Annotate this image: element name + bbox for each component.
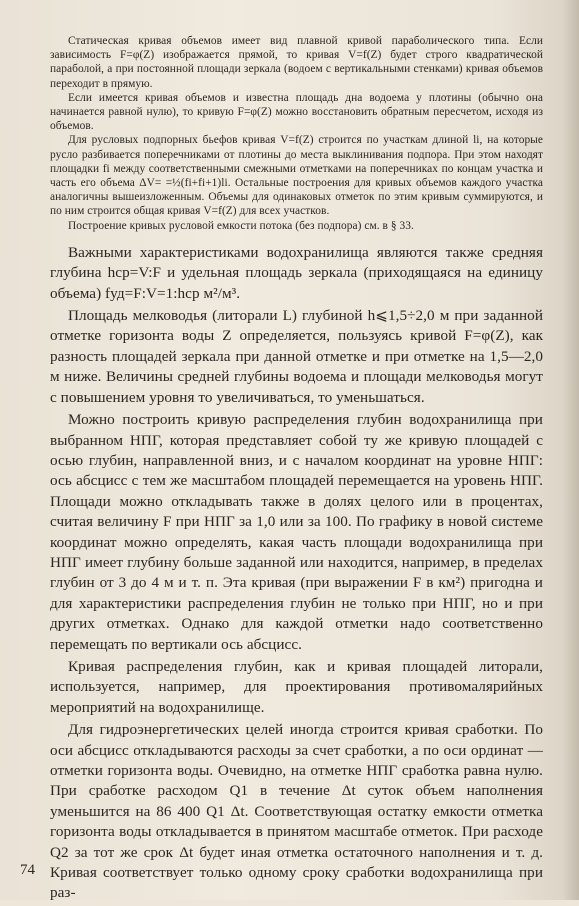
main-paragraph: Важными характеристиками водохранилища являются также средняя глубина hср=V:F и удельная площадь зеркала (приходящаяся на единицу объема) fуд=F:V=1:hср м²/м³. [50, 243, 543, 302]
small-paragraph: Для русловых подпорных бьефов кривая V=f(Z) строится по участкам длиной li, на которые русло разбивается поперечниками от плотины до места выклинивания подпора. При этом находят площадки fi между соответственными смежными отметками на поперечниках по концам участка и часть его объема ΔV= =½(fi+fi+1)li. Остальные построения для кривых объемов каждого участка аналогичны вышеизложенным. Объемы для одинаковых отметок по этим кривым суммируются, и по ним строится общая кривая V=f(Z) для всех участков. [50, 134, 543, 218]
small-paragraph: Если имеется кривая объемов и известна площадь дна водоема у плотины (обычно она начинается равной нулю), то кривую F=φ(Z) можно восстановить обратным пересчетом, исходя из объемов. [50, 91, 543, 133]
text-column [50, 34, 543, 906]
main-paragraph: Можно построить кривую распределения глубин водохранилища при выбранном НПГ, которая представляет собой ту же кривую площадей с осью глубин, направленной вниз, и с началом координат на уровне НПГ: ось абсцисс с тем же масштабом площадей перемещается на уровень НПГ. Площади можно откладывать также в долях целого или в процентах, считая величину F при НПГ за 1,0 или за 100. По графику в новой системе координат можно определять, какая часть площади водохранилища при НПГ имеет глубину больше заданной или находится, например, в пределах глубин от 3 до 4 м и т. п. Эта кривая (при выражении F в км²) пригодна и для характеристики распределения глубин не только при НПГ, но и при других отметках. Однако для каждой отметки надо соответственно перемещать по вертикали ось абсцисс. [50, 411, 543, 653]
main-paragraph: Площадь мелководья (литорали L) глубиной h⩽1,5÷2,0 м при заданной отметке горизонта воды Z определяется, пользуясь кривой F=φ(Z), как разность площадей зеркала при данной отметке и при отметке на 1,5—2,0 м ниже. Величины средней глубины водоема и площади мелководья могут с повышением уровня то увеличиваться, то уменьшаться. [50, 307, 543, 406]
page-edge-shadow [563, 0, 579, 900]
small-paragraph: Статическая кривая объемов имеет вид плавной кривой параболического типа. Если зависимость F=φ(Z) изображается прямой, то кривая V=f(Z) будет строго квадратической параболой, а при постоянной площади зеркала (водоем с вертикальными стенками) кривая объемов переходит в прямую. [50, 35, 543, 90]
main-paragraph: Для гидроэнергетических целей иногда строится кривая сработки. По оси абсцисс откладываются расходы за счет сработки, а по оси ординат — отметки горизонта воды. Очевидно, на отметке НПГ сработка равна нулю. При сработке расходом Q1 в течение Δt суток объем наполнения уменьшится на 86 400 Q1 Δt. Соответствующая остатку емкости отметка горизонта воды откладывается в принятом масштабе отметок. При расходе Q2 за тот же срок Δt будет иная отметка остаточного наполнения и т. д. Кривая соответствует только одному сроку сработки водохранилища при раз- [50, 721, 543, 902]
page-number: 74 [20, 862, 35, 878]
main-text-block [50, 243, 543, 904]
small-print-block [50, 34, 543, 233]
small-paragraph: Построение кривых русловой емкости потока (без подпора) см. в § 33. [68, 219, 414, 232]
main-paragraph: Кривая распределения глубин, как и кривая площадей литорали, используется, например, для проектирования противомалярийных мероприятий на водохранилище. [50, 657, 543, 716]
